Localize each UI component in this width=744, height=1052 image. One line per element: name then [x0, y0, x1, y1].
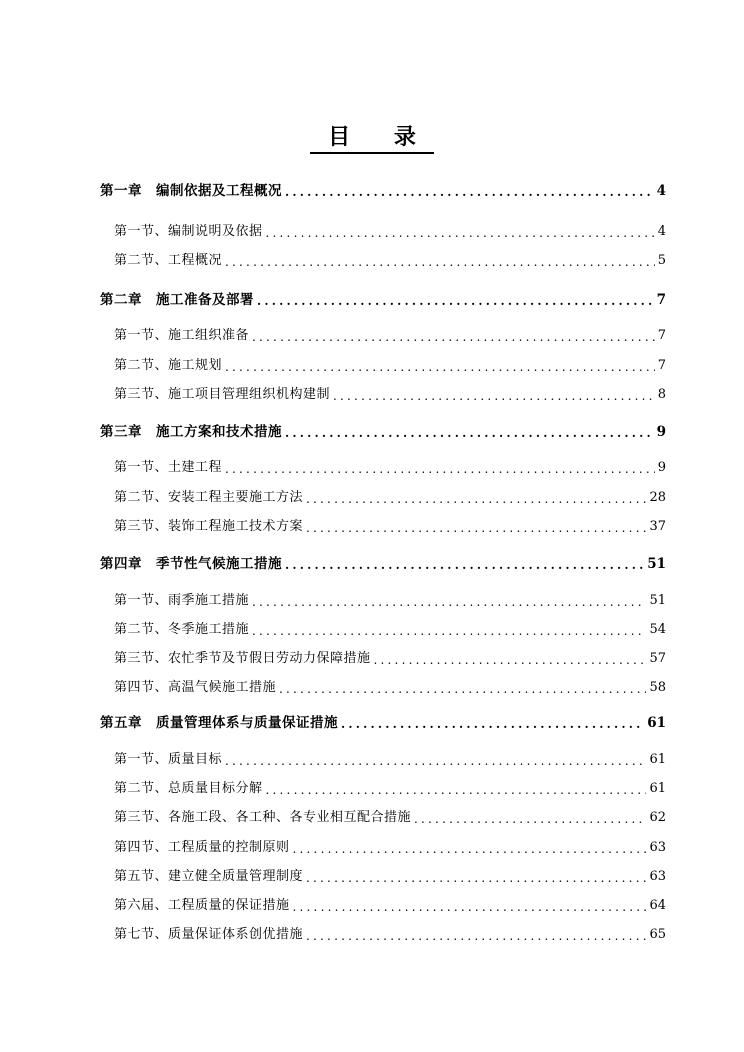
toc-page-number: 63 — [649, 840, 666, 855]
toc-page-number: 61 — [647, 715, 666, 731]
toc-label: 第三节、装饰工程施工技术方案 — [114, 519, 304, 534]
toc-section[interactable] — [100, 514, 666, 536]
toc-page-number: 9 — [657, 460, 666, 475]
dot-leader — [252, 329, 655, 345]
toc-page-number: 9 — [656, 424, 666, 440]
toc-page-number: 37 — [649, 519, 666, 534]
dot-leader — [374, 652, 647, 668]
dot-leader — [285, 557, 644, 573]
dot-leader — [252, 623, 646, 639]
toc-label: 第二节、安装工程主要施工方法 — [114, 490, 304, 505]
toc-section[interactable] — [100, 835, 666, 857]
dot-leader — [414, 811, 646, 827]
toc-label: 第四节、工程质量的控制原则 — [114, 840, 290, 855]
toc-page-number: 51 — [649, 593, 666, 608]
dot-leader — [341, 716, 644, 732]
toc-chapter[interactable] — [100, 287, 666, 309]
dot-leader — [306, 928, 646, 944]
toc-section[interactable] — [100, 323, 666, 345]
toc-label: 第二章 施工准备及部署 — [100, 292, 254, 308]
toc-section[interactable] — [100, 485, 666, 507]
toc-page-number: 58 — [649, 680, 666, 695]
dot-leader — [285, 184, 654, 200]
toc-label: 第一节、施工组织准备 — [114, 328, 250, 343]
toc-section[interactable] — [100, 248, 666, 270]
toc-label: 第三节、各施工段、各工种、各专业相互配合措施 — [114, 810, 412, 825]
toc-label: 第五节、建立健全质量管理制度 — [114, 869, 304, 884]
dot-leader — [225, 461, 655, 477]
dot-leader — [266, 225, 655, 241]
dot-leader — [293, 841, 647, 857]
page-title: 目 录 — [0, 120, 744, 151]
toc-section[interactable] — [100, 776, 666, 798]
toc-chapter[interactable] — [100, 710, 666, 732]
toc-page-number: 63 — [649, 869, 666, 884]
toc-label: 第一章 编制依据及工程概况 — [100, 183, 282, 199]
toc-section[interactable] — [100, 353, 666, 375]
toc-page-number: 5 — [657, 253, 666, 268]
dot-leader — [252, 594, 646, 610]
toc-chapter[interactable] — [100, 178, 666, 200]
dot-leader — [225, 359, 655, 375]
toc-label: 第七节、质量保证体系创优措施 — [114, 927, 304, 942]
toc-page-number: 4 — [656, 183, 666, 199]
toc-page-number: 61 — [649, 781, 666, 796]
toc-label: 第一节、土建工程 — [114, 460, 223, 475]
dot-leader — [333, 388, 655, 404]
dot-leader — [306, 491, 646, 507]
toc-section[interactable] — [100, 219, 666, 241]
toc-label: 第二节、施工规划 — [114, 358, 223, 373]
toc-label: 第一节、雨季施工措施 — [114, 593, 250, 608]
dot-leader — [306, 870, 646, 886]
toc-page-number: 7 — [656, 292, 666, 308]
toc-label: 第四节、高温气候施工措施 — [114, 680, 277, 695]
dot-leader — [293, 899, 647, 915]
toc-section[interactable] — [100, 675, 666, 697]
toc-page-number: 51 — [647, 556, 666, 572]
toc-label: 第三节、农忙季节及节假日劳动力保障措施 — [114, 651, 371, 666]
dot-leader — [279, 681, 646, 697]
toc-section[interactable] — [100, 893, 666, 915]
toc-label: 第三节、施工项目管理组织机构建制 — [114, 387, 331, 402]
toc-section[interactable] — [100, 588, 666, 610]
toc-label: 第二节、总质量目标分解 — [114, 781, 263, 796]
dot-leader — [257, 293, 654, 309]
toc-page-number: 61 — [649, 752, 666, 767]
dot-leader — [285, 425, 654, 441]
toc-page-number: 7 — [657, 328, 666, 343]
toc-page-number: 62 — [649, 810, 666, 825]
toc-page-number: 8 — [657, 387, 666, 402]
toc-label: 第二节、工程概况 — [114, 253, 223, 268]
toc-section[interactable] — [100, 617, 666, 639]
toc-page-number: 54 — [649, 622, 666, 637]
toc-chapter[interactable] — [100, 419, 666, 441]
toc-section[interactable] — [100, 382, 666, 404]
toc-chapter[interactable] — [100, 551, 666, 573]
toc-page-number: 65 — [649, 927, 666, 942]
dot-leader — [225, 254, 655, 270]
toc-page-number: 28 — [649, 490, 666, 505]
dot-leader — [306, 520, 646, 536]
toc-page-number: 57 — [649, 651, 666, 666]
toc-label: 第一节、编制说明及依据 — [114, 224, 263, 239]
toc-section[interactable] — [100, 646, 666, 668]
toc-label: 第三章 施工方案和技术措施 — [100, 424, 282, 440]
toc-page-number: 64 — [649, 898, 666, 913]
toc-section[interactable] — [100, 455, 666, 477]
toc-label: 第五章 质量管理体系与质量保证措施 — [100, 715, 338, 731]
toc-label: 第六届、工程质量的保证措施 — [114, 898, 290, 913]
dot-leader — [225, 753, 646, 769]
toc-page-number: 7 — [657, 358, 666, 373]
toc-section[interactable] — [100, 922, 666, 944]
dot-leader — [266, 782, 647, 798]
toc-label: 第一节、质量目标 — [114, 752, 223, 767]
toc-label: 第二节、冬季施工措施 — [114, 622, 250, 637]
toc-label: 第四章 季节性气候施工措施 — [100, 556, 282, 572]
toc-section[interactable] — [100, 864, 666, 886]
toc-section[interactable] — [100, 805, 666, 827]
toc-page-number: 4 — [657, 224, 666, 239]
toc-section[interactable] — [100, 747, 666, 769]
